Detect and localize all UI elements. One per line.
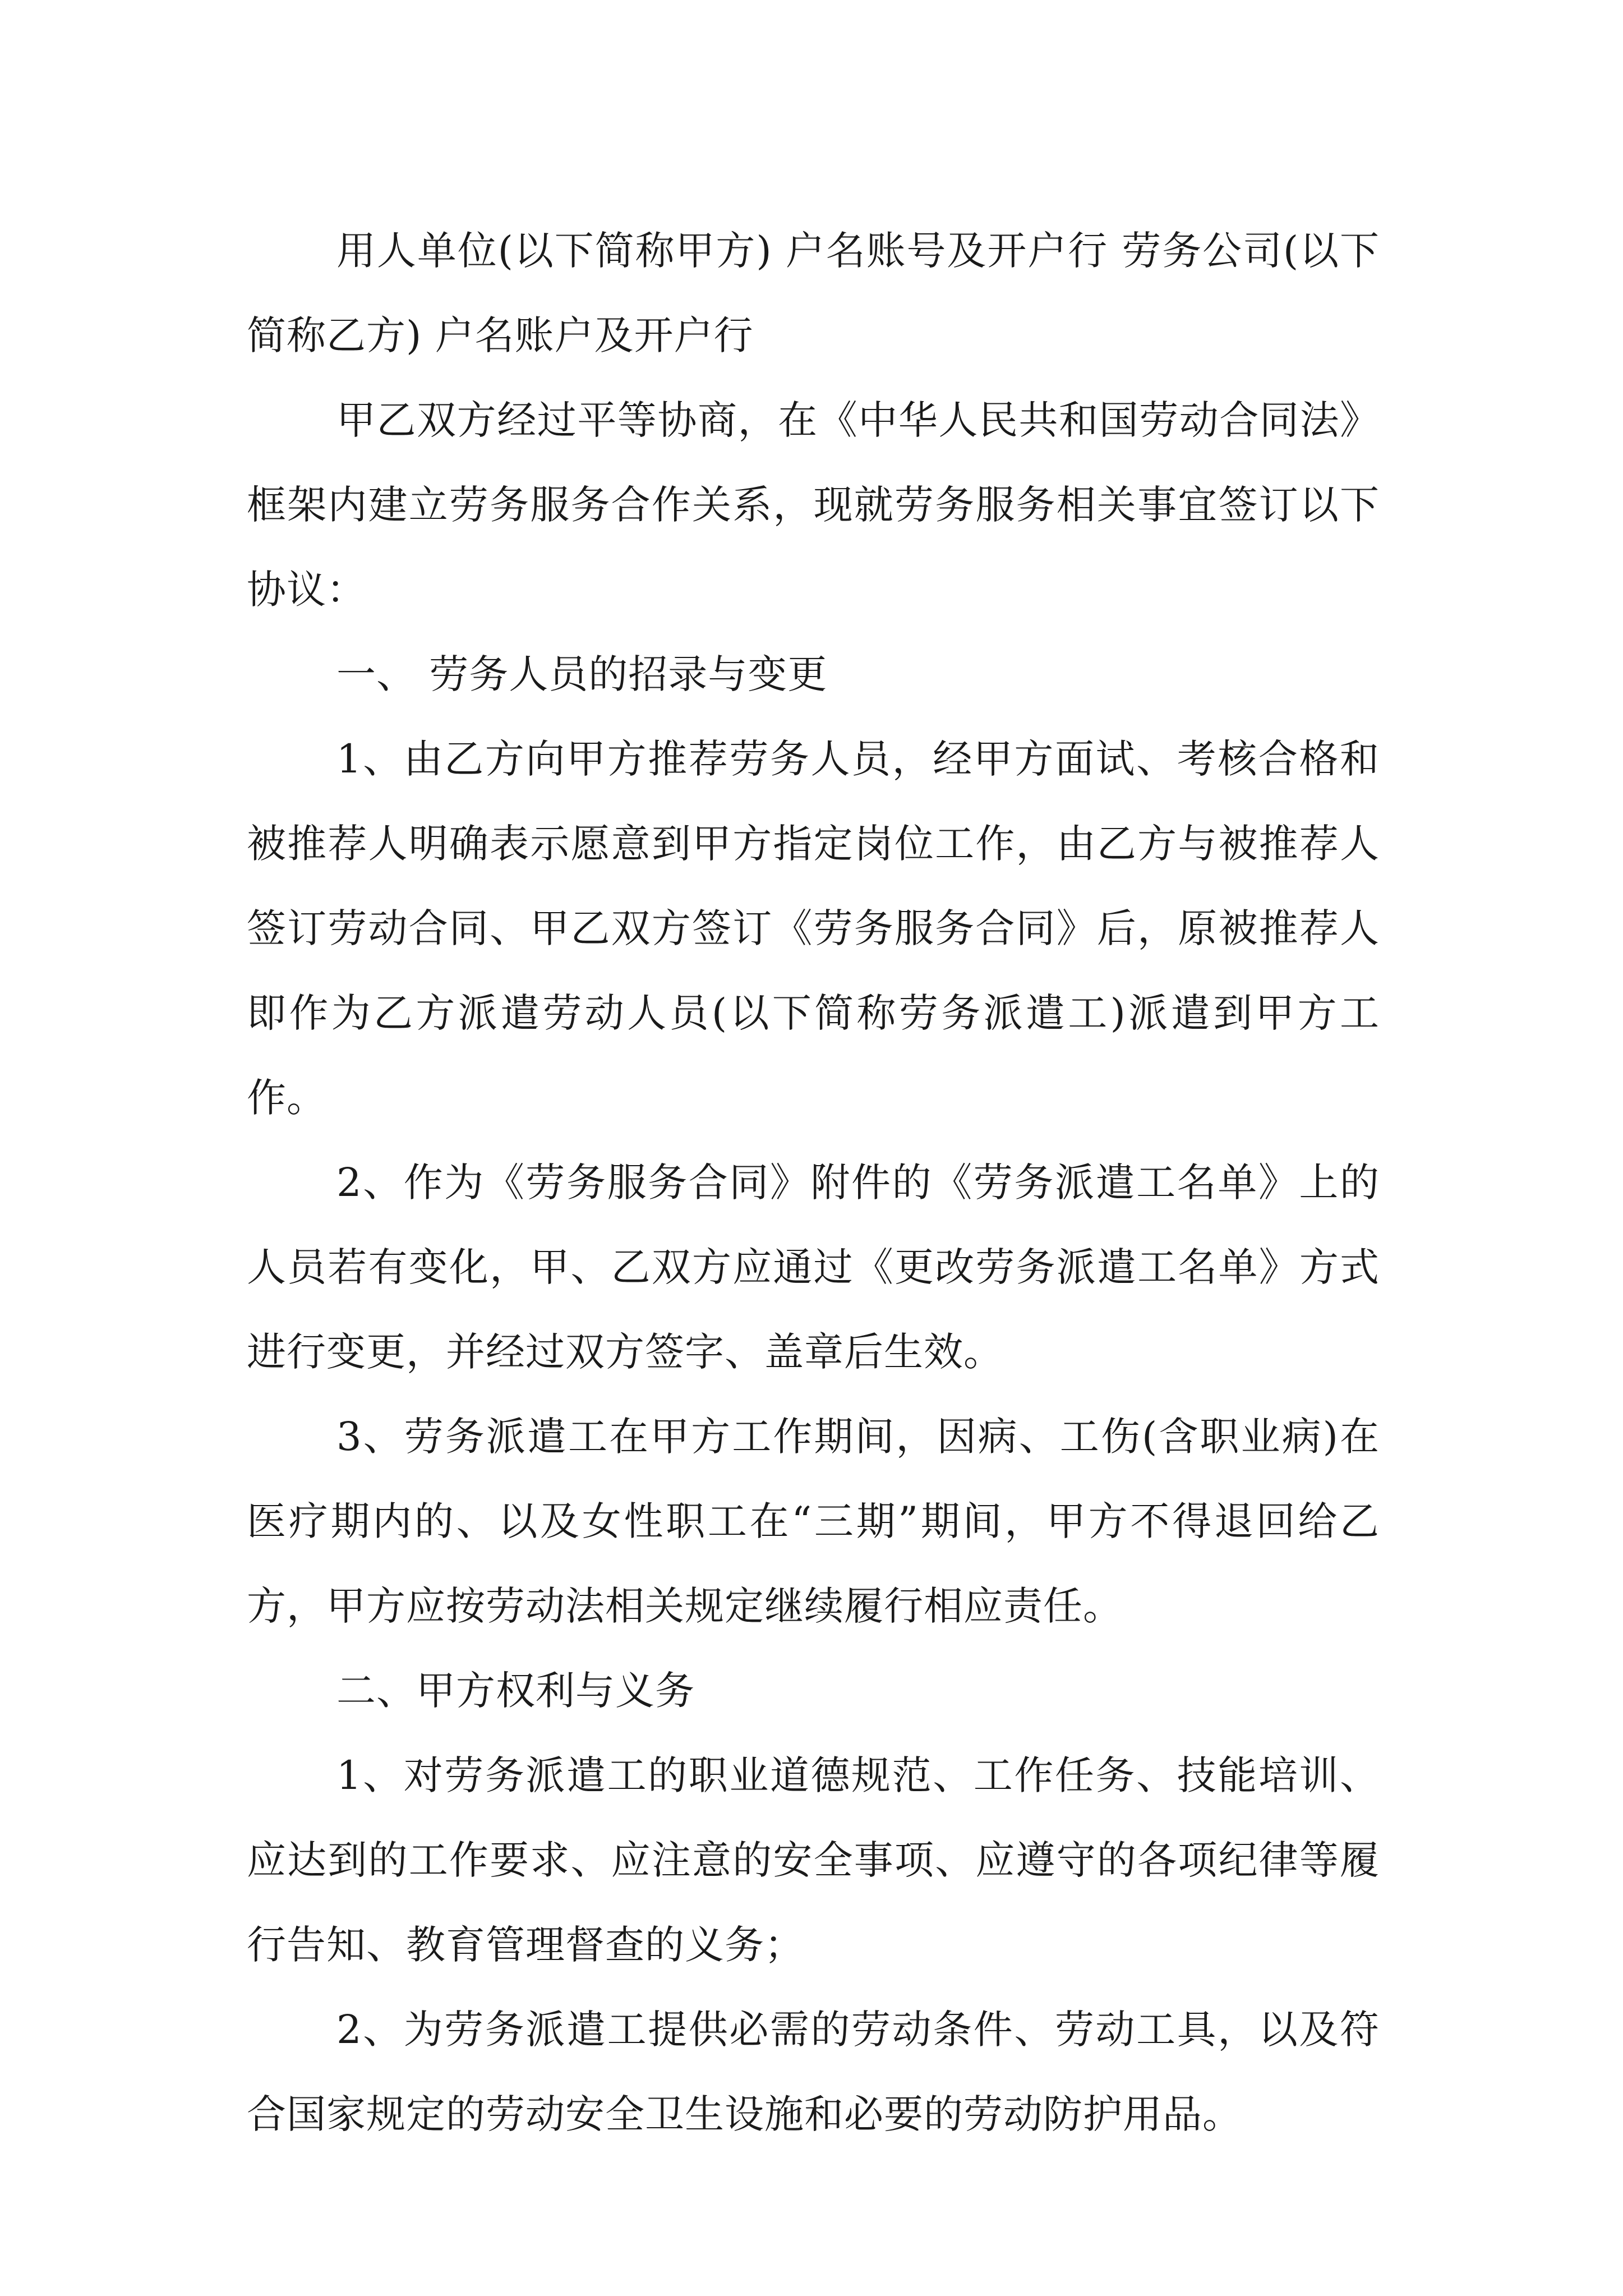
document-body [247, 209, 1380, 2157]
section-heading-1: 一、 劳务人员的招录与变更 [336, 651, 828, 697]
clause-1-1: 1、由乙方向甲方推荐劳务人员，经甲方面试、考核合格和被推荐人明确表示愿意到甲方指定岗位工作，由乙方与被推荐人签订劳动合同、甲乙双方签订《劳务服务合同》后，原被推荐人即作为乙方派遣劳动人员(以下简称劳务派遣工)派遣到甲方工作。 [247, 736, 1380, 1121]
clause-2-1: 1、对劳务派遣工的职业道德规范、工作任务、技能培训、应达到的工作要求、应注意的安全事项、应遵守的各项纪律等履行告知、教育管理督查的义务； [247, 1752, 1380, 1968]
paragraph-preamble: 甲乙双方经过平等协商，在《中华人民共和国劳动合同法》框架内建立劳务服务合作关系，现就劳务服务相关事宜签订以下协议： [247, 397, 1380, 613]
paragraph-parties: 用人单位(以下简称甲方) 户名账号及开户行 劳务公司(以下简称乙方) 户名账户及开户行 [247, 228, 1380, 358]
clause-1-2: 2、作为《劳务服务合同》附件的《劳务派遣工名单》上的人员若有变化，甲、乙双方应通过《更改劳务派遣工名单》方式进行变更，并经过双方签字、盖章后生效。 [247, 1159, 1380, 1375]
section-heading-2: 二、甲方权利与义务 [336, 1668, 695, 1714]
clause-2-2: 2、为劳务派遣工提供必需的劳动条件、劳动工具，以及符合国家规定的劳动安全卫生设施和必要的劳动防护用品。 [247, 2007, 1380, 2137]
clause-1-3: 3、劳务派遣工在甲方工作期间，因病、工伤(含职业病)在医疗期内的、以及女性职工在“三期”期间，甲方不得退回给乙方，甲方应按劳动法相关规定继续履行相应责任。 [247, 1414, 1380, 1629]
